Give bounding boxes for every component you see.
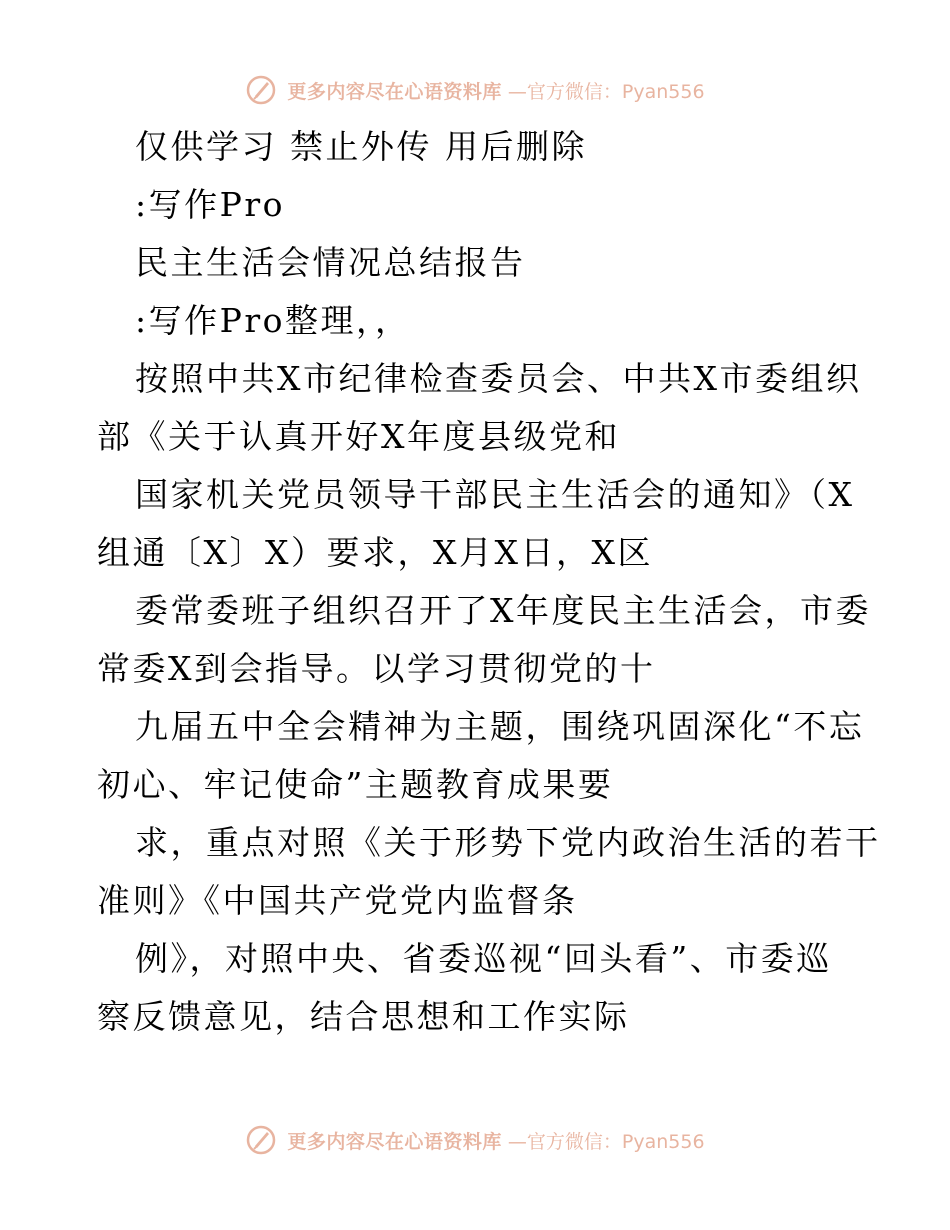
text-line: 求，重点对照《关于形势下党内政治生活的若干 [135,823,881,862]
watermark-wechat-text: —官方微信：Pyan556 [507,1130,705,1153]
watermark-main-text: 更多内容尽在心语资料库 [287,1130,502,1153]
text-line: 国家机关党员领导干部民主生活会的通知》（X [135,475,855,514]
text-line: 仅供学习 禁止外传 用后删除 [135,127,587,166]
watermark-main-text: 更多内容尽在心语资料库 [287,80,502,103]
text-line: 按照中共X市纪律检查委员会、中共X市委组织 [135,359,862,398]
text-line: 察反馈意见，结合思想和工作实际 [97,997,630,1036]
text-line: 常委X到会指导。以学习贯彻党的十 [97,649,656,688]
text-line: 民主生活会情况总结报告 [135,243,526,282]
text-line: 准则》《中国共产党党内监督条 [97,881,578,920]
text-line: 例》，对照中央、省委巡视“回头看”、市委巡 [135,939,832,978]
text-line: 组通〔X〕X）要求，X月X日，X区 [97,533,653,572]
quill-logo-icon [245,1124,277,1156]
text-line: 委常委班子组织召开了X年度民主生活会，市委 [135,591,871,630]
text-line: 部《关于认真开好X年度县级党和 [97,417,620,456]
header-watermark [0,70,950,110]
text-line: 初心、牢记使命”主题教育成果要 [97,765,614,804]
text-line: :写作Pro [135,185,285,224]
text-line: :写作Pro整理，， [135,301,411,340]
footer-watermark [0,1120,950,1160]
quill-logo-icon [245,74,277,106]
watermark-wechat-text: —官方微信：Pyan556 [507,80,705,103]
text-line: 九届五中全会精神为主题，围绕巩固深化“不忘 [135,707,865,746]
